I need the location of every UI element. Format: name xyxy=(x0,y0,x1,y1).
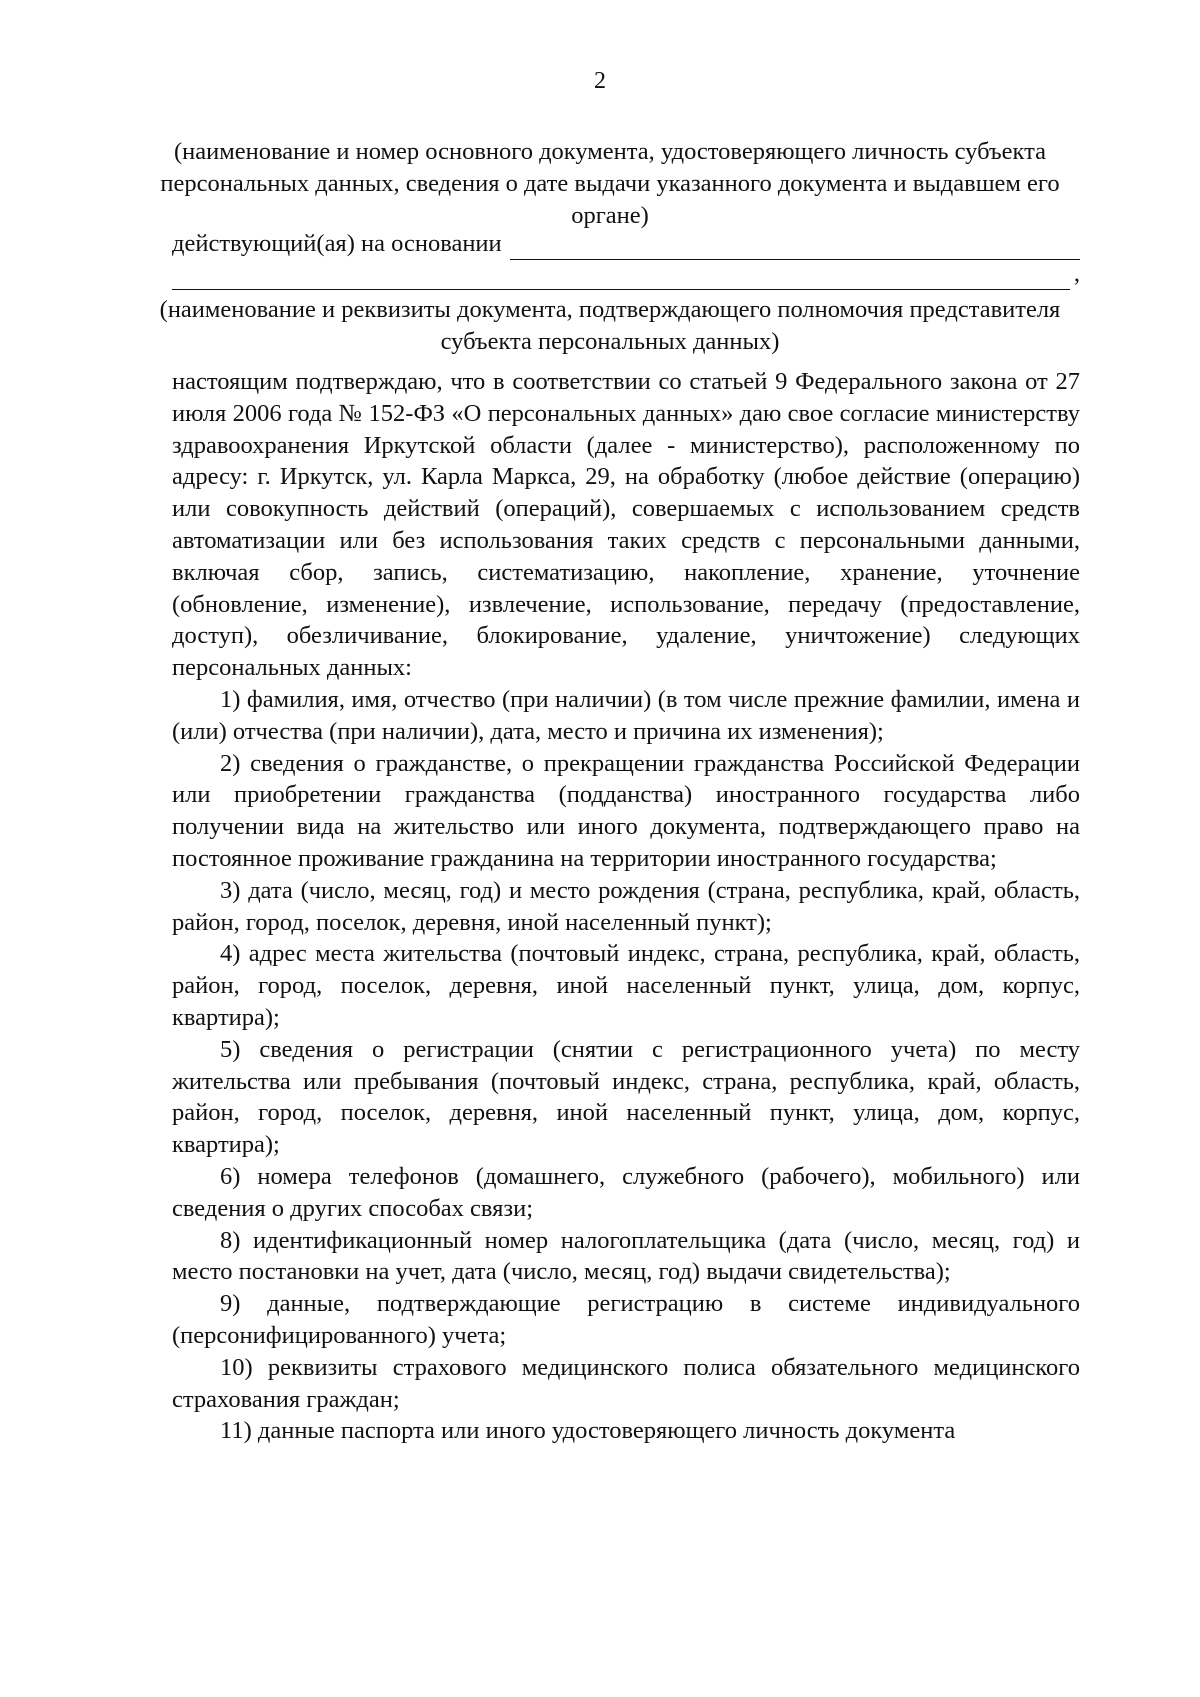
basis-blank-field[interactable] xyxy=(510,235,1080,260)
list-item: 10) реквизиты страхового медицинского полиса обязательного медицинского страхования граждан; xyxy=(172,1353,1080,1413)
list-item: 11) данные паспорта или иного удостоверяющего личность документа xyxy=(220,1417,956,1445)
page-number: 2 xyxy=(594,68,606,94)
authority-blank-field[interactable] xyxy=(172,265,1070,290)
caption-authority-document: (наименование и реквизиты документа, подтверждающего полномочия представителя субъекта персональных данных) xyxy=(159,296,1061,355)
list-item: 3) дата (число, месяц, год) и место рождения (страна, республика, край, область, район, город, поселок, деревня, иной населенный пункт); xyxy=(172,876,1080,936)
list-item: 8) идентификационный номер налогоплательщика (дата (число, месяц, год) и место постановки на учет, дата (число, месяц, год) выдачи свидетельства); xyxy=(172,1226,1080,1286)
blank-line-comma: , xyxy=(1073,260,1080,287)
list-item: 1) фамилия, имя, отчество (при наличии) (в том числе прежние фамилии, имена и (или) отчества (при наличии), дата, место и причина их изменения); xyxy=(172,685,1080,745)
consent-body xyxy=(172,366,1080,1447)
list-item: 2) сведения о гражданстве, о прекращении гражданства Российской Федерации или приобретении гражданства (подданства) иностранного государства либо получении вида на жительство или иного документа, подтверждающего право на постоянное проживание гражданина на территории иностранного государства; xyxy=(172,749,1080,872)
intro-paragraph: настоящим подтверждаю, что в соответствии со статьей 9 Федерального закона от 27 июля 2006 года № 152-ФЗ «О персональных данных» даю свое согласие министерству здравоохранения Иркутской области (далее - министерство), расположенному по адресу: г. Иркутск, ул. Карла Маркса, 29, на обработку (любое действие (операцию) или совокупность действий (операций), совершаемых с использованием средств автоматизации или без использования таких средств с персональными данными, включая сбор, запись, систематизацию, накопление, хранение, уточнение (обновление, изменение), извлечение, использование, передачу (предоставление, доступ), обезличивание, блокирование, удаление, уничтожение) следующих персональных данных: xyxy=(172,368,1080,682)
basis-label: действующий(ая) на основании xyxy=(172,230,502,257)
list-item: 4) адрес места жительства (почтовый индекс, страна, республика, край, область, район, город, поселок, деревня, иной населенный пункт, улица, дом, корпус, квартира); xyxy=(172,940,1080,1031)
basis-line xyxy=(172,228,1080,260)
blank-line xyxy=(172,258,1080,290)
list-item: 5) сведения о регистрации (снятии с регистрационного учета) по месту жительства или пребывания (почтовый индекс, страна, республика, край, область, район, город, поселок, деревня, иной населенный пункт, улица, дом, корпус, квартира); xyxy=(172,1035,1080,1159)
caption-identity-document: (наименование и номер основного документа, удостоверяющего личность субъекта персональных данных, сведения о дате выдачи указанного документа и выдавшем его органе) xyxy=(160,138,1060,229)
list-item: 6) номера телефонов (домашнего, служебного (рабочего), мобильного) или сведения о других способах связи; xyxy=(172,1162,1080,1222)
list-item: 9) данные, подтверждающие регистрацию в системе индивидуального (персонифицированного) учета; xyxy=(172,1290,1080,1349)
